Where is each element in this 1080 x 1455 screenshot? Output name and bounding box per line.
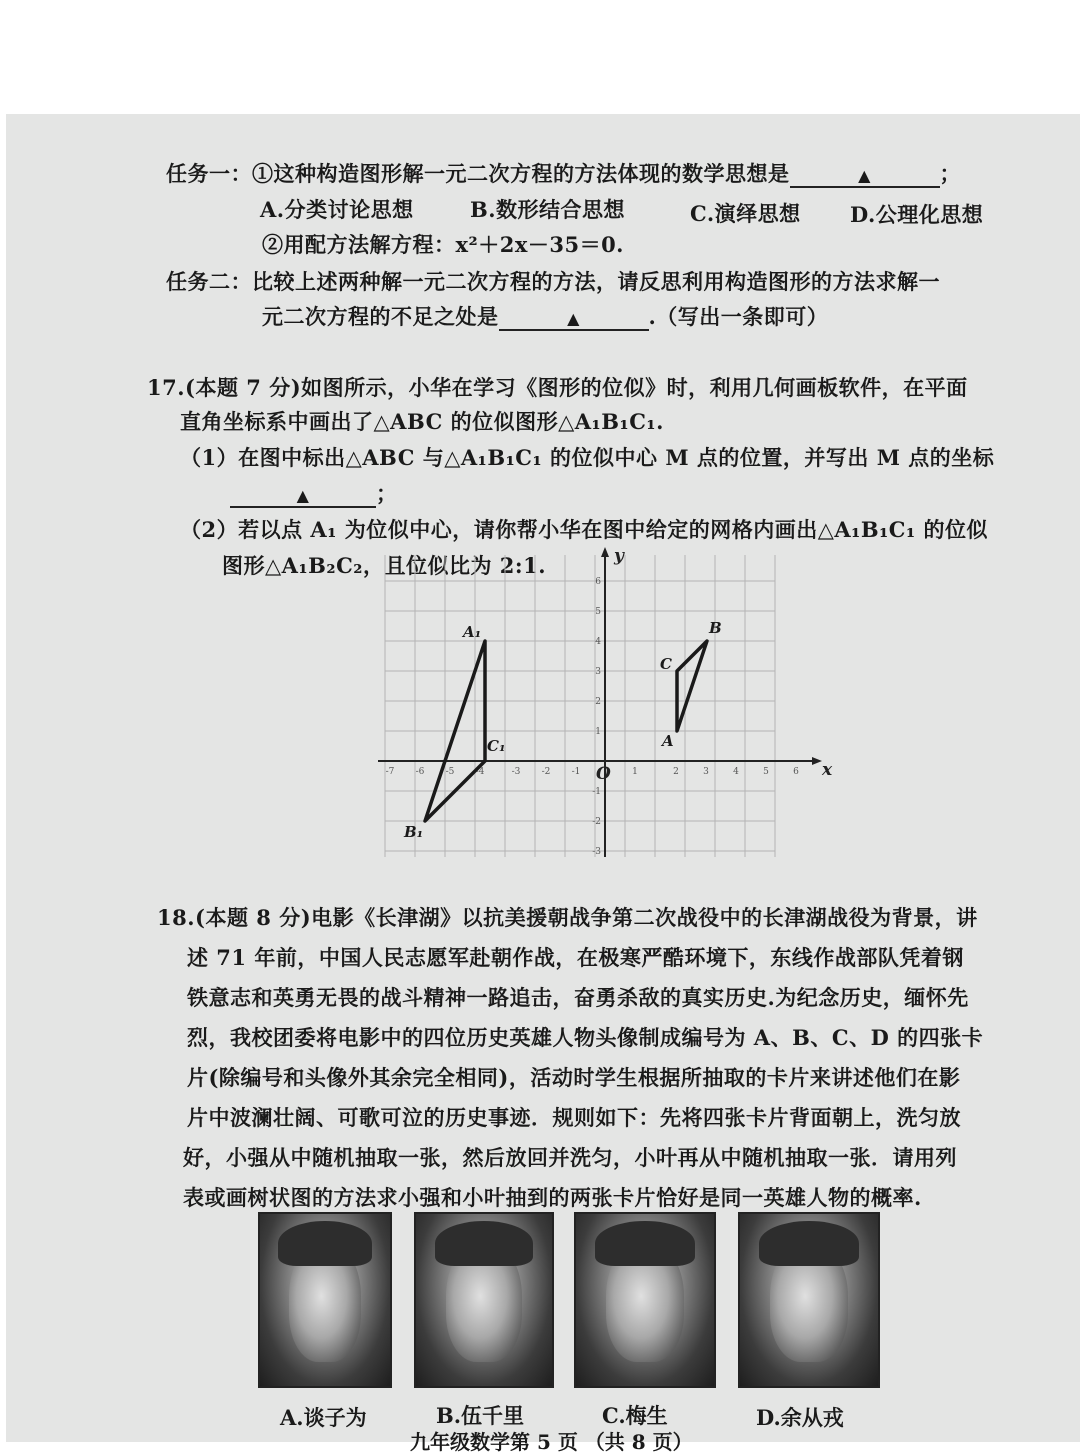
grid-lines [385,555,775,857]
hero-photo-c [574,1212,716,1388]
tick-label: -2 [541,767,551,777]
hero-caption-a: A.谈子为 [280,1405,367,1430]
q18-line: 片(除编号和头像外其余完全相同)，活动时学生根据所抽取的卡片来讲述他们在影 [187,1065,961,1090]
vertex-label-b: B [709,619,722,637]
triangle-abc [677,641,707,731]
q18-line: 片中波澜壮阔、可歌可泣的历史事迹．规则如下：先将四张卡片背面朝上，洗匀放 [187,1105,961,1130]
answer-blank[interactable] [499,304,649,331]
task1-label: 任务一： [166,161,252,186]
page-footer: 九年级数学第 5 页 （共 8 页） [410,1430,693,1454]
task2-line1-text: 比较上述两种解一元二次方程的方法，请反思利用构造图形的方法求解一 [252,269,940,294]
x-axis-arrow [812,757,822,765]
answer-blank[interactable] [790,161,940,188]
task1-q1-text: ①这种构造图形解一元二次方程的方法体现的数学思想是 [252,161,790,186]
vertex-label-b1: B₁ [404,823,424,841]
tick-label: 1 [595,727,601,737]
tick-label: -1 [571,767,581,777]
option-a: A.分类讨论思想 [260,197,414,222]
tick-label: -7 [385,767,395,777]
tick-label: -1 [592,787,601,797]
tick-label: -2 [592,817,601,827]
option-c: C.演绎思想 [690,201,801,226]
tick-label: 6 [595,577,601,587]
vertex-label-c: C [660,655,672,673]
y-axis-label: y [614,546,624,566]
q18-line: 铁意志和英勇无畏的战斗精神一路追击，奋勇杀敌的真实历史.为纪念历史，缅怀先 [187,985,969,1010]
hero-photo-a [258,1212,392,1388]
answer-blank[interactable] [230,481,376,508]
task2-line2 [262,301,828,331]
task2-line1 [166,266,940,296]
tick-label: 4 [733,767,739,777]
portrait-hat [595,1221,694,1266]
x-axis-label: x [822,760,833,780]
q18-line: 表或画树状图的方法求小强和小叶抽到的两张卡片恰好是同一英雄人物的概率. [183,1185,922,1210]
hero-photo-d [738,1212,880,1388]
tick-label: 5 [763,767,769,777]
tick-label: 3 [703,767,709,777]
tick-label: 1 [632,767,638,777]
tick-label: -4 [475,767,485,777]
tick-label: -6 [415,767,425,777]
portrait-hat [278,1221,372,1266]
coordinate-grid-figure [370,545,850,865]
triangle-mark: ▲ [296,486,310,505]
q17-part1-end: ； [376,481,398,506]
task2-line2-post: .（写出一条即可） [648,304,829,329]
hero-photo-b [414,1212,554,1388]
q17-line2: 直角坐标系中画出了△ABC 的位似图形△A₁B₁C₁. [180,409,664,434]
q17-part2-line1: （2）若以点 A₁ 为位似中心，请你帮小华在图中给定的网格内画出△A₁B₁C₁ 的位似 [180,517,989,542]
triangle-mark: ▲ [567,309,580,328]
q17-line1: 17.(本题 7 分)如图所示，小华在学习《图形的位似》时，利用几何画板软件，在平面 [147,375,968,400]
origin-label: O [596,764,611,784]
portrait-hat [435,1221,533,1266]
hero-caption-b: B.伍千里 [436,1403,525,1428]
tick-label: 6 [793,767,799,777]
task1-q1-end: ； [939,161,961,186]
q18-line: 好，小强从中随机抽取一张，然后放回并洗匀，小叶再从中随机抽取一张．请用列 [183,1145,957,1170]
vertex-labels [403,619,722,841]
option-d: D.公理化思想 [850,202,984,227]
task1-q2-text: ②用配方法解方程：x²＋2x－35＝0. [262,232,624,257]
q18-line: 述 71 年前，中国人民志愿军赴朝作战，在极寒严酷环境下，东线作战部队凭着钢 [187,945,964,970]
tick-label: 2 [595,697,601,707]
hero-caption-d: D.余从戎 [756,1405,844,1430]
q17-part1: （1）在图中标出△ABC 与△A₁B₁C₁ 的位似中心 M 点的位置，并写出 M 点的坐标 [180,445,995,470]
tick-label: 5 [595,607,601,617]
triangle-mark: ▲ [858,166,871,185]
y-tick-labels [592,577,601,857]
task2-label: 任务二： [166,269,252,294]
tick-label: -5 [445,767,455,777]
y-axis-arrow [601,547,609,557]
q17-part1-answer [230,478,398,508]
task1-question [166,158,961,188]
q18-line: 烈，我校团委将电影中的四位历史英雄人物头像制成编号为 A、B、C、D 的四张卡 [187,1025,984,1050]
x-tick-labels [386,767,800,777]
tick-label: 2 [673,767,679,777]
portrait-hat [759,1221,858,1266]
hero-caption-c: C.梅生 [602,1403,668,1428]
vertex-label-a1: A₁ [463,623,482,641]
tick-label: 3 [595,667,601,677]
tick-label: -3 [511,767,521,777]
vertex-label-a: A [662,732,674,750]
q18-line: 18.(本题 8 分)电影《长津湖》以抗美援朝战争第二次战役中的长津湖战役为背景，讲 [157,905,978,930]
task2-line2-pre: 元二次方程的不足之处是 [262,304,499,329]
vertex-label-c1: C₁ [487,737,506,755]
q17-part2-line2: 图形△A₁B₂C₂，且位似比为 2:1. [222,553,547,578]
option-b: B.数形结合思想 [470,197,626,222]
tick-label: 4 [595,637,601,647]
tick-label: -3 [592,847,601,857]
